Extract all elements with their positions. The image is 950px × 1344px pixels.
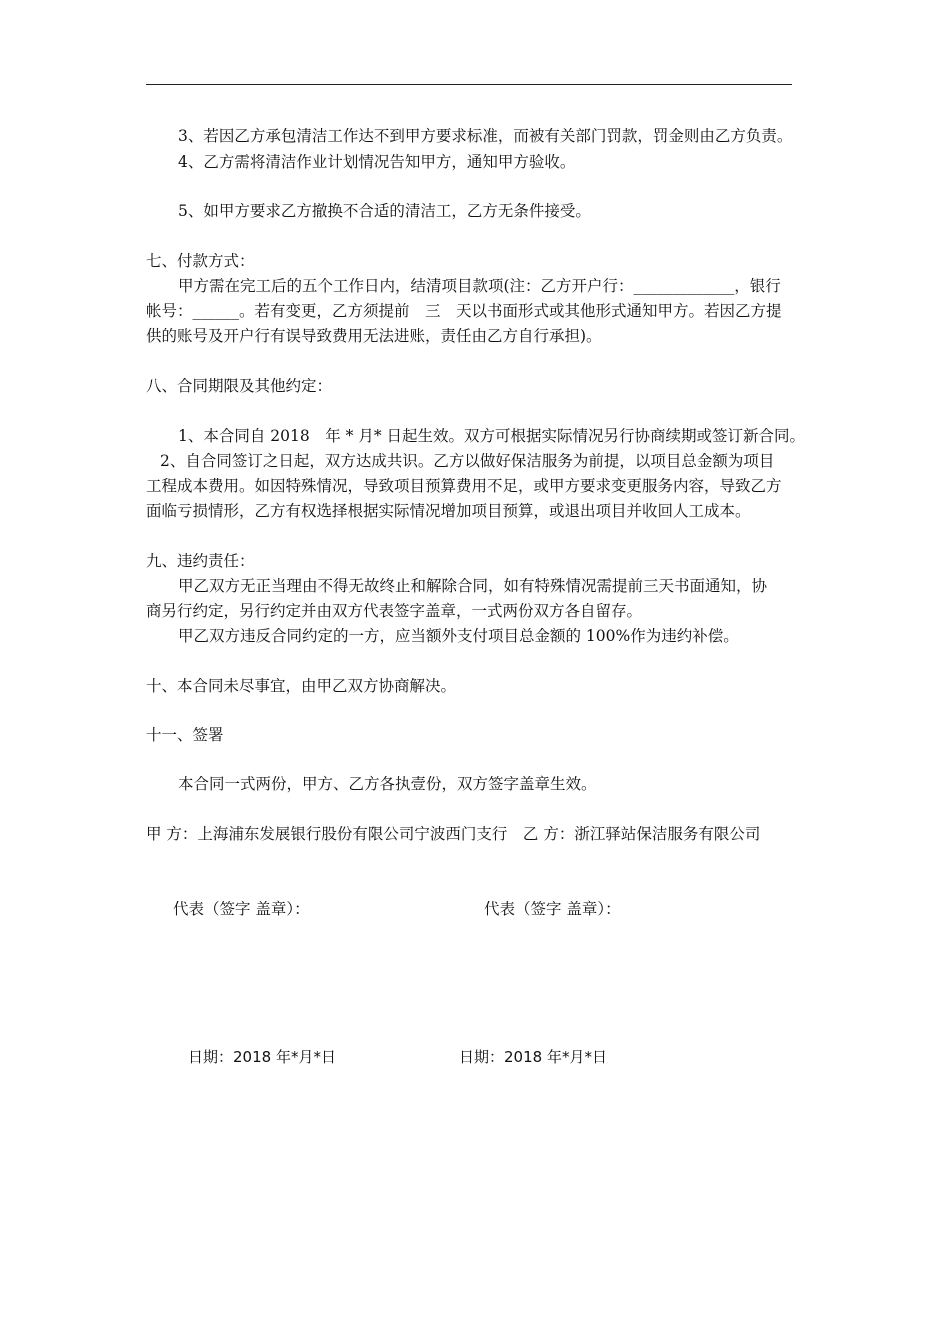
party-b-representative: 代表（签字 盖章）： (484, 900, 621, 918)
clause8-title: 八、合同期限及其他约定： (146, 377, 333, 395)
party-b-date: 日期：2018 年*月*日 (459, 1048, 607, 1066)
clause8-item2-line3: 面临亏损情形，乙方有权选择根据实际情况增加项目预算，或退出项目并收回人工成本。 (146, 502, 751, 520)
clause8-item2-line2: 工程成本费用。如因特殊情况，导致项目预算费用不足，或甲方要求变更服务内容，导致乙方 (146, 477, 782, 495)
clause7-line3: 供的账号及开户行有误导致费用无法进账，责任由乙方自行承担)。 (146, 327, 602, 345)
clause8-item2-line1: 2、自合同签订之日起，双方达成共识。乙方以做好保洁服务为前提，以项目总金额为项目 (160, 452, 775, 470)
header-rule (146, 84, 792, 85)
clause7-title: 七、付款方式： (146, 252, 255, 270)
clause10-text: 十、本合同未尽事宜，由甲乙双方协商解决。 (146, 677, 457, 695)
clause9-para1-line1: 甲乙双方无正当理由不得无故终止和解除合同，如有特殊情况需提前三天书面通知，协 (178, 577, 768, 595)
clause9-para2: 甲乙双方违反合同约定的一方，应当额外支付项目总金额的 100%作为违约补偿。 (178, 627, 739, 645)
clause9-para1-line2: 商另行约定，另行约定并由双方代表签字盖章，一式两份双方各自留存。 (146, 602, 643, 620)
clause8-item1: 1、本合同自 2018 年 * 月* 日起生效。双方可根据实际情况另行协商续期或签订新合同。 (178, 427, 806, 445)
clause6-item3: 3、若因乙方承包清洁工作达不到甲方要求标准，而被有关部门罚款，罚金则由乙方负责。 (178, 127, 793, 145)
parties-line: 甲 方：上海浦东发展银行股份有限公司宁波西门支行 乙 方：浙江驿站保洁服务有限公司 (146, 825, 761, 843)
party-a-representative: 代表（签字 盖章）： (173, 900, 310, 918)
clause11-title: 十一、签署 (146, 726, 224, 744)
party-a-date: 日期：2018 年*月*日 (188, 1048, 336, 1066)
clause7-line2: 帐号：______。若有变更，乙方须提前 三 天以书面形式或其他形式通知甲方。若因乙方提 (146, 302, 782, 320)
clause6-item5: 5、如甲方要求乙方撤换不合适的清洁工，乙方无条件接受。 (178, 202, 591, 220)
clause9-title: 九、违约责任： (146, 552, 255, 570)
clause6-item4: 4、乙方需将清洁作业计划情况告知甲方，通知甲方验收。 (178, 153, 576, 171)
clause7-line1: 甲方需在完工后的五个工作日内，结清项目款项(注：乙方开户行：_____________，银行 (178, 277, 781, 295)
clause11-text: 本合同一式两份，甲方、乙方各执壹份，双方签字盖章生效。 (178, 775, 597, 793)
